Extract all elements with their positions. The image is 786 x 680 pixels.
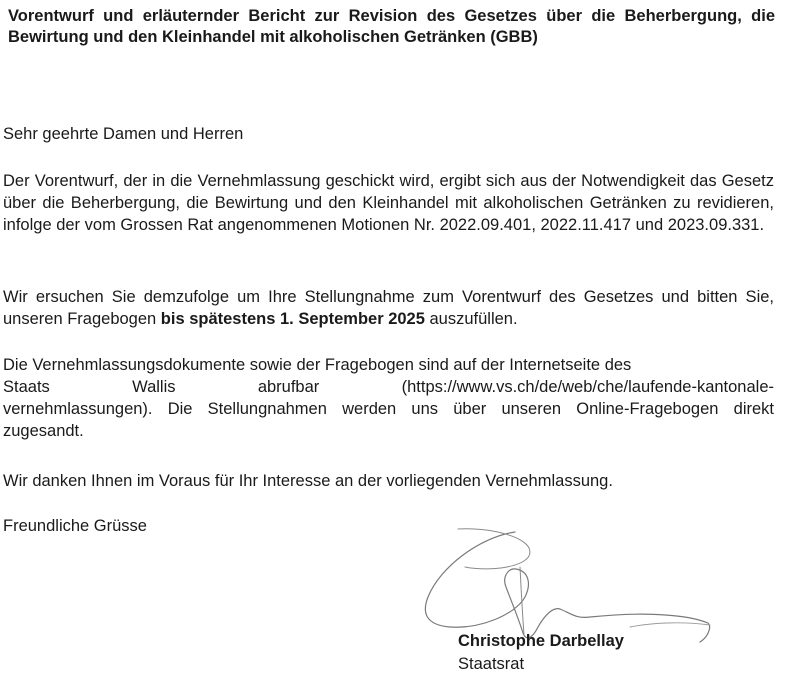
documents-url-start: (https://www.vs.ch/de/web/che/laufende-kantonale- bbox=[401, 378, 774, 396]
documents-word-wallis: Wallis bbox=[132, 378, 176, 396]
closing-salutation: Freundliche Grüsse bbox=[3, 517, 147, 535]
documents-word-staats: Staats bbox=[3, 378, 50, 396]
paragraph-request bbox=[3, 286, 774, 330]
paragraph-thanks: Wir danken Ihnen im Voraus für Ihr Interesse an der vorliegenden Vernehmlassung. bbox=[3, 472, 613, 490]
handwritten-signature bbox=[420, 527, 720, 647]
request-text-start: Wir ersuchen Sie demzufolge um Ihre Stellungnahme zum Vorentwurf des Gesetzes und bitten Sie, unseren Fragebogen bbox=[3, 288, 774, 328]
deadline-text: bis spätestens 1. September 2025 bbox=[160, 310, 425, 328]
documents-rest: vernehmlassungen). Die Stellungnahmen werden uns über unseren Online-Fragebogen direkt zugesandt. bbox=[3, 400, 774, 440]
greeting: Sehr geehrte Damen und Herren bbox=[3, 125, 244, 143]
document-title: Vorentwurf und erläuternder Bericht zur Revision des Gesetzes über die Beherbergung, die Bewirtung und den Kleinhandel mit alkoholischen Getränken (GBB) bbox=[8, 7, 775, 46]
documents-word-abrufbar: abrufbar bbox=[257, 378, 320, 396]
signer-name: Christophe Darbellay bbox=[458, 632, 624, 650]
documents-line-1: Die Vernehmlassungsdokumente sowie der Fragebogen sind auf der Internetseite des bbox=[3, 356, 632, 374]
paragraph-motivation: Der Vorentwurf, der in die Vernehmlassung geschickt wird, ergibt sich aus der Notwendigkeit das Gesetz über die Beherbergung, die Bewirtung und den Kleinhandel mit alkoholischen Getränken zu revidieren, infolge der vom Grossen Rat angenommenen Motionen Nr. 2022.09.401, 2022.11.417 und 2023.09.331. bbox=[3, 172, 774, 234]
signer-role: Staatsrat bbox=[458, 655, 525, 673]
documents-line-2 bbox=[3, 376, 774, 398]
request-text-end: auszufüllen. bbox=[424, 310, 518, 328]
paragraph-documents bbox=[3, 354, 774, 442]
